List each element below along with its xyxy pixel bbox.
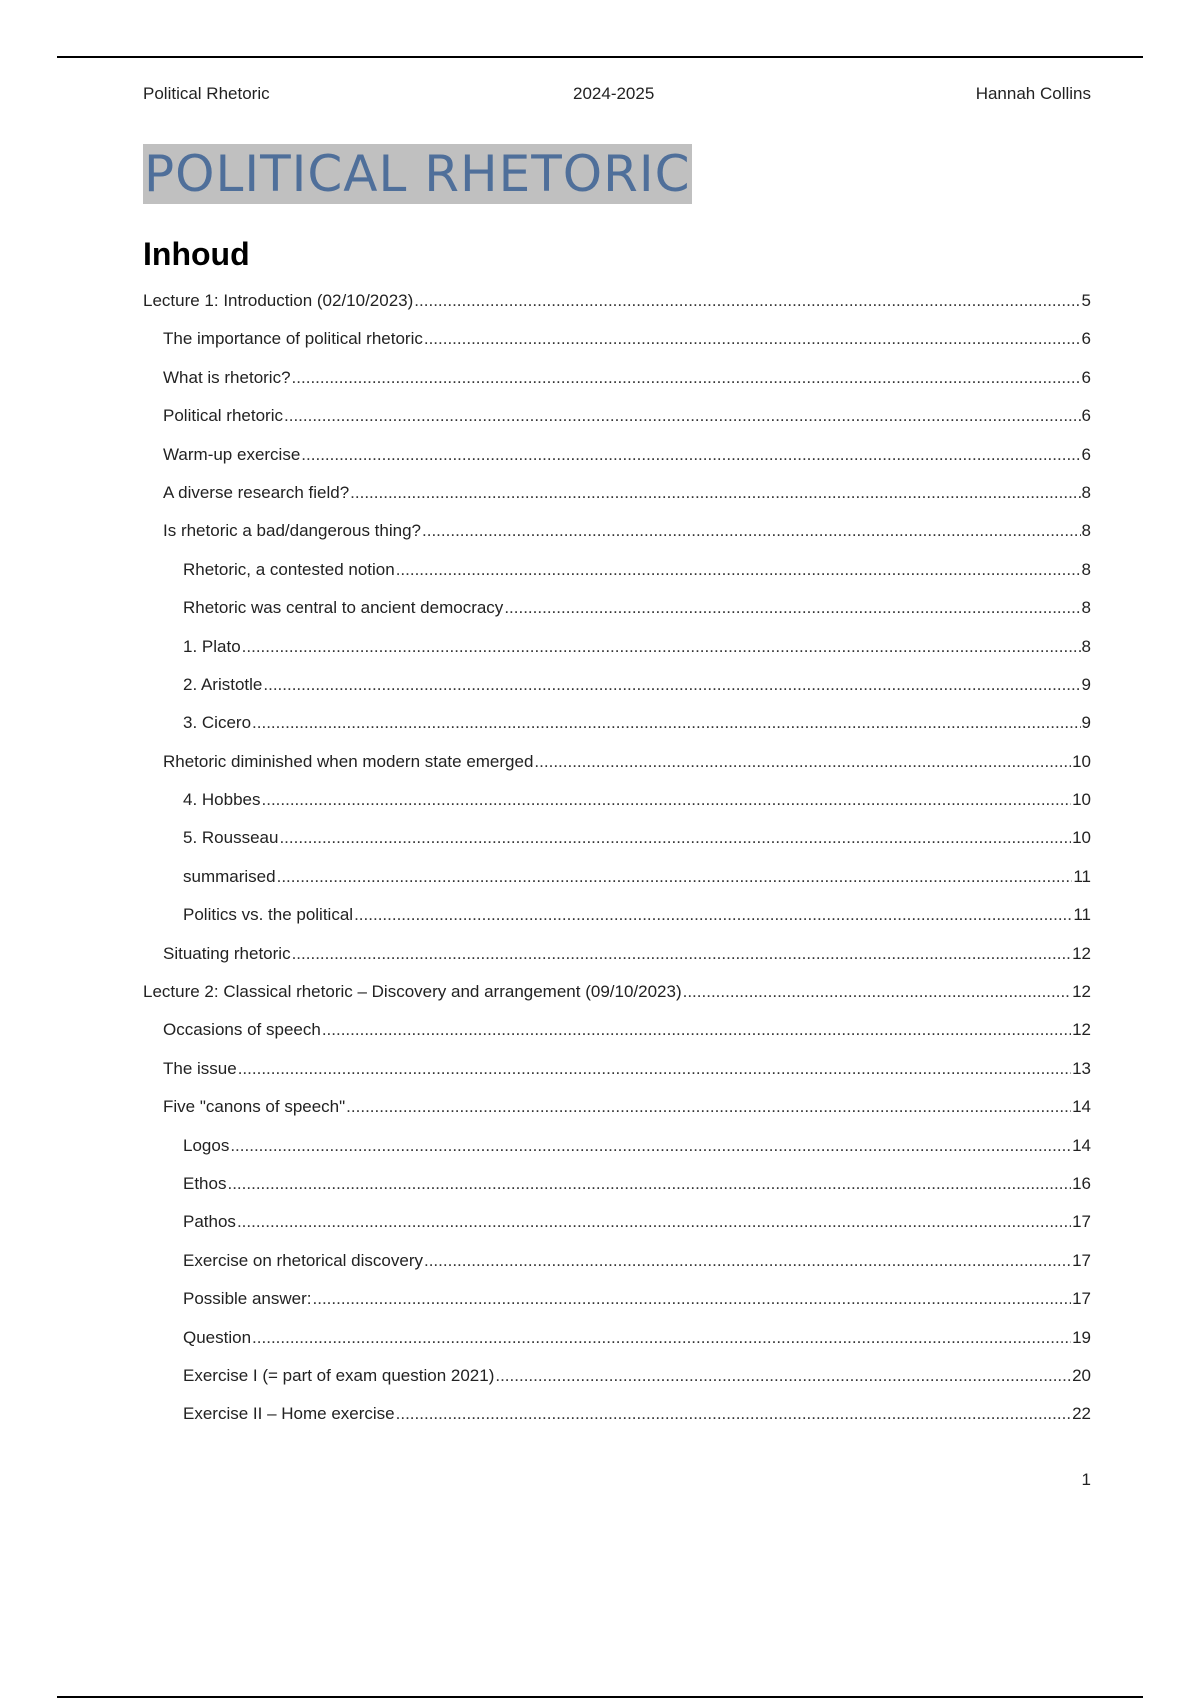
toc-entry-page: 8 [1081, 559, 1091, 579]
toc-entry-title: Question [183, 1327, 252, 1347]
toc-entry-title: Politics vs. the political [183, 905, 354, 925]
toc-entry-title: Lecture 1: Introduction (02/10/2023) [143, 291, 414, 310]
toc-entry-page: 20 [1072, 1365, 1091, 1385]
toc-entry[interactable] [143, 674, 1091, 712]
toc-dot-leader [683, 981, 1071, 1003]
bottom-rule [57, 1696, 1143, 1698]
toc-entry-page: 8 [1081, 521, 1091, 541]
toc-entry-page: 17 [1072, 1212, 1091, 1232]
toc-entry-page: 9 [1081, 674, 1091, 694]
toc-entry-page: 10 [1072, 828, 1091, 848]
toc-entry[interactable] [143, 981, 1091, 1019]
toc-entry-title: Political rhetoric [163, 406, 283, 426]
toc-entry[interactable] [143, 1096, 1091, 1134]
toc-entry[interactable] [143, 1135, 1091, 1173]
toc-entry[interactable] [143, 943, 1091, 981]
toc-entry-page: 17 [1072, 1289, 1091, 1309]
toc-entry-title: Is rhetoric a bad/dangerous thing? [163, 521, 422, 541]
toc-entry-page: 6 [1081, 444, 1091, 464]
toc-entry[interactable] [143, 827, 1091, 865]
toc-entry-page: 17 [1072, 1250, 1091, 1270]
toc-entry[interactable] [143, 1327, 1091, 1365]
toc-entry[interactable] [143, 1173, 1091, 1211]
toc-dot-leader [346, 1096, 1071, 1118]
toc-entry-title: summarised [183, 866, 276, 886]
toc-entry-page: 8 [1081, 482, 1091, 502]
toc-entry-page: 13 [1072, 1058, 1091, 1078]
header-year: 2024-2025 [573, 84, 655, 103]
toc-entry-title: 5. Rousseau [183, 828, 279, 848]
toc-entry[interactable] [143, 444, 1091, 482]
toc-entry-title: Logos [183, 1135, 230, 1155]
toc-entry[interactable] [143, 482, 1091, 520]
toc-dot-leader [230, 1135, 1071, 1157]
toc-entry-title: Ethos [183, 1173, 227, 1193]
header-author: Hannah Collins [975, 84, 1091, 103]
toc-dot-leader [252, 1327, 1071, 1349]
toc-entry-title: What is rhetoric? [163, 367, 291, 387]
toc-entry-title: 1. Plato [183, 636, 241, 656]
toc-dot-leader [350, 482, 1080, 504]
toc-entry-title: 2. Aristotle [183, 674, 263, 694]
toc-entry-title: The issue [163, 1058, 237, 1078]
header-course: Political Rhetoric [143, 84, 270, 103]
toc-dot-leader [313, 1288, 1072, 1310]
toc-entry-title: Situating rhetoric [163, 943, 291, 963]
toc-dot-leader [422, 520, 1081, 542]
toc-dot-leader [292, 943, 1072, 965]
toc-entry-page: 6 [1081, 367, 1091, 387]
toc-entry[interactable] [143, 712, 1091, 750]
toc-entry-title: The importance of political rhetoric [163, 329, 423, 349]
toc-dot-leader [284, 405, 1081, 427]
toc-dot-leader [414, 290, 1080, 312]
toc-dot-leader [242, 636, 1081, 658]
toc-entry[interactable] [143, 636, 1091, 674]
toc-entry-page: 6 [1081, 329, 1091, 349]
toc-entry-title: 3. Cicero [183, 713, 252, 733]
toc-dot-leader [292, 367, 1081, 389]
toc-entry-title: 4. Hobbes [183, 790, 261, 810]
toc-entry-page: 19 [1072, 1327, 1091, 1347]
toc-dot-leader [262, 789, 1072, 811]
table-of-contents [143, 290, 1091, 1442]
toc-entry[interactable] [143, 1019, 1091, 1057]
toc-entry[interactable] [143, 1250, 1091, 1288]
toc-dot-leader [227, 1173, 1071, 1195]
toc-entry[interactable] [143, 328, 1091, 366]
toc-entry-page: 8 [1081, 598, 1091, 618]
toc-entry[interactable] [143, 1288, 1091, 1326]
toc-entry-page: 11 [1073, 905, 1091, 925]
toc-dot-leader [252, 712, 1081, 734]
toc-entry[interactable] [143, 751, 1091, 789]
toc-entry-page: 14 [1072, 1135, 1091, 1155]
toc-dot-leader [238, 1058, 1071, 1080]
toc-entry[interactable] [143, 1058, 1091, 1096]
toc-dot-leader [263, 674, 1080, 696]
toc-dot-leader [354, 904, 1072, 926]
toc-dot-leader [237, 1211, 1071, 1233]
toc-entry-page: 12 [1072, 943, 1091, 963]
toc-entry-title: Rhetoric, a contested notion [183, 559, 395, 579]
toc-entry-title: Lecture 2: Classical rhetoric – Discovery and arrangement (09/10/2023) [143, 982, 682, 1002]
toc-entry-title: Pathos [183, 1212, 236, 1232]
toc-entry-title: Occasions of speech [163, 1020, 321, 1040]
toc-entry-page: 6 [1081, 406, 1091, 426]
toc-entry[interactable] [143, 559, 1091, 597]
toc-dot-leader [504, 597, 1080, 619]
toc-entry[interactable] [143, 290, 1091, 328]
toc-entry-title: A diverse research field? [163, 482, 350, 502]
toc-dot-leader [322, 1019, 1071, 1041]
toc-entry-title: Exercise I (= part of exam question 2021) [183, 1365, 495, 1385]
toc-entry[interactable] [143, 597, 1091, 635]
toc-entry-page: 10 [1072, 790, 1091, 810]
page-number: 1 [1081, 1470, 1091, 1489]
toc-dot-leader [279, 827, 1071, 849]
toc-dot-leader [396, 559, 1081, 581]
toc-entry-title: Warm-up exercise [163, 444, 301, 464]
top-rule [57, 56, 1143, 58]
toc-entry-page: 12 [1072, 1020, 1091, 1040]
toc-entry[interactable] [143, 1211, 1091, 1249]
toc-entry-title: Possible answer: [183, 1289, 312, 1309]
toc-dot-leader [495, 1365, 1071, 1387]
toc-entry-page: 12 [1072, 982, 1091, 1002]
toc-dot-leader [424, 1250, 1071, 1272]
toc-dot-leader [301, 444, 1080, 466]
toc-entry[interactable] [143, 866, 1091, 904]
toc-entry-title: Rhetoric was central to ancient democracy [183, 598, 504, 618]
toc-entry-page: 14 [1072, 1097, 1091, 1117]
toc-entry-page: 10 [1072, 751, 1091, 771]
toc-entry-title: Exercise on rhetorical discovery [183, 1250, 423, 1270]
toc-dot-leader [424, 328, 1081, 350]
toc-entry-page: 11 [1073, 866, 1091, 886]
toc-entry[interactable] [143, 904, 1091, 942]
toc-dot-leader [277, 866, 1073, 888]
toc-entry[interactable] [143, 789, 1091, 827]
toc-entry[interactable] [143, 1403, 1091, 1441]
document-title[interactable]: POLITICAL RHETORIC [144, 145, 691, 203]
toc-entry[interactable] [143, 1365, 1091, 1403]
toc-dot-leader [396, 1403, 1071, 1425]
toc-entry-page: 16 [1072, 1173, 1091, 1193]
toc-entry-title: Exercise II – Home exercise [183, 1404, 395, 1424]
toc-dot-leader [534, 751, 1071, 773]
toc-entry[interactable] [143, 405, 1091, 443]
toc-entry-title: Five "canons of speech" [163, 1097, 346, 1117]
toc-entry-page: 9 [1081, 713, 1091, 733]
toc-entry-page: 8 [1081, 636, 1091, 656]
toc-entry-page: 5 [1081, 291, 1091, 310]
toc-entry-title: Rhetoric diminished when modern state emerged [163, 751, 534, 771]
toc-entry[interactable] [143, 367, 1091, 405]
toc-entry-page: 22 [1072, 1404, 1091, 1424]
toc-heading: Inhoud [143, 236, 250, 272]
toc-entry[interactable] [143, 520, 1091, 558]
